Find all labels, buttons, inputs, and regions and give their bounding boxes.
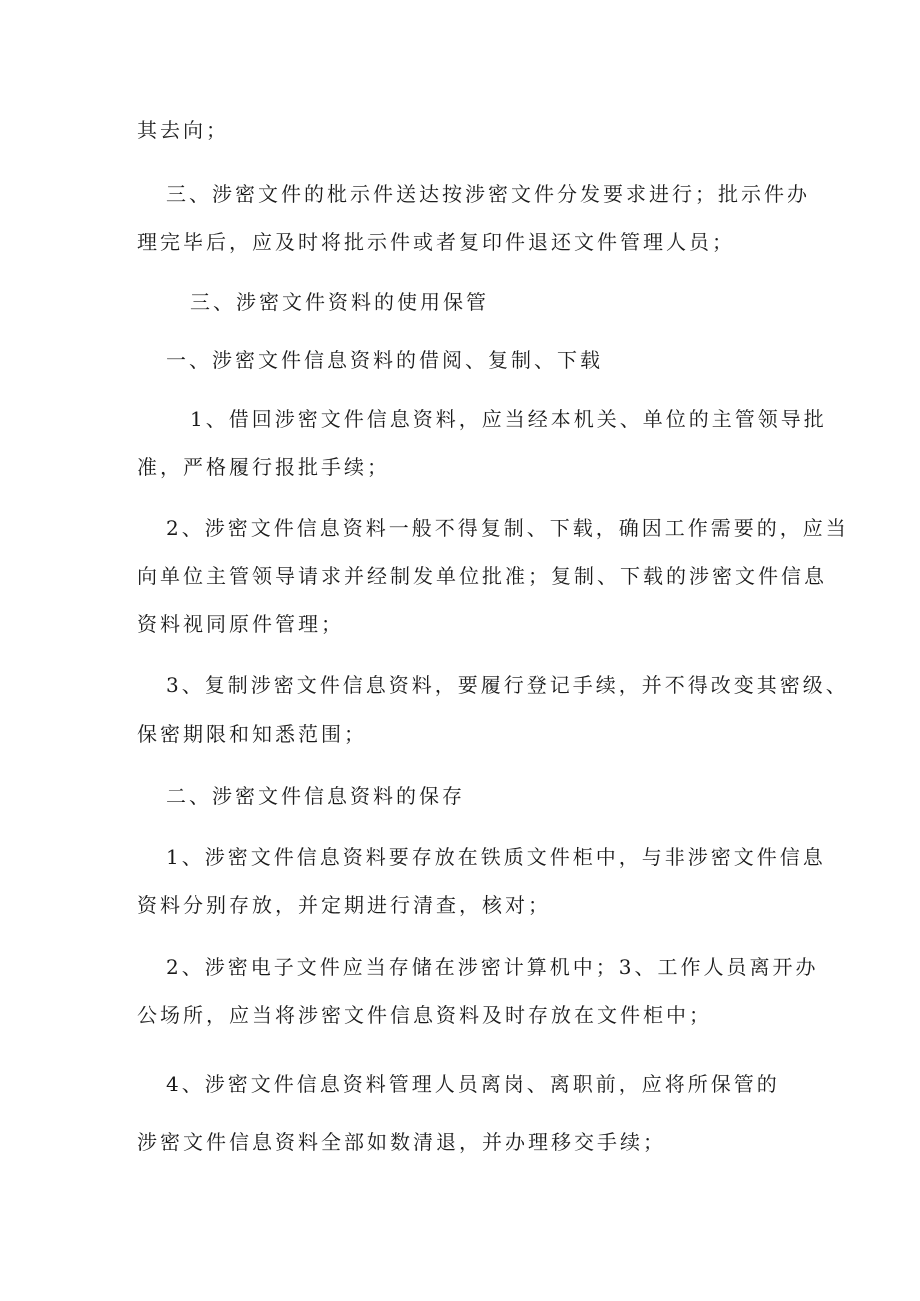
list-item: 2、涉密文件信息资料一般不得复制、下载，确因工作需要的，应当 — [166, 516, 849, 540]
text-line: 资料分别存放，并定期进行清查，核对； — [137, 893, 551, 917]
text-line: 公场所，应当将涉密文件信息资料及时存放在文件柜中； — [137, 1003, 712, 1027]
text-line: 其去向； — [137, 118, 229, 142]
text-line: 准，严格履行报批手续； — [137, 455, 390, 479]
section-heading: 三、涉密文件的枇示件送达按涉密文件分发要求进行；批示件办 — [166, 182, 810, 206]
list-item: 4、涉密文件信息资料管理人员离岗、离职前，应将所保管的 — [166, 1072, 780, 1096]
text-line: 理完毕后，应及时将批示件或者复印件退还文件管理人员； — [137, 230, 735, 254]
text-line: 资料视同原件管理； — [137, 612, 344, 636]
list-item: 2、涉密电子文件应当存储在涉密计算机中；3、工作人员离开办 — [166, 955, 819, 979]
list-item: 1、借回涉密文件信息资料，应当经本机关、单位的主管领导批 — [190, 407, 827, 431]
subsection-heading: 一、涉密文件信息资料的借阅、复制、下载 — [166, 348, 603, 372]
text-line: 保密期限和知悉范围； — [137, 722, 367, 746]
text-line: 向单位主管领导请求并经制发单位批准；复制、下载的涉密文件信息 — [137, 564, 827, 588]
list-item: 1、涉密文件信息资料要存放在铁质文件柜中，与非涉密文件信息 — [166, 845, 826, 869]
list-item: 3、复制涉密文件信息资料，要履行登记手续，并不得改变其密级、 — [166, 673, 849, 697]
subsection-heading: 二、涉密文件信息资料的保存 — [166, 784, 465, 808]
text-line: 涉密文件信息资料全部如数清退，并办理移交手续； — [137, 1130, 666, 1154]
section-heading: 三、涉密文件资料的使用保管 — [190, 290, 489, 314]
